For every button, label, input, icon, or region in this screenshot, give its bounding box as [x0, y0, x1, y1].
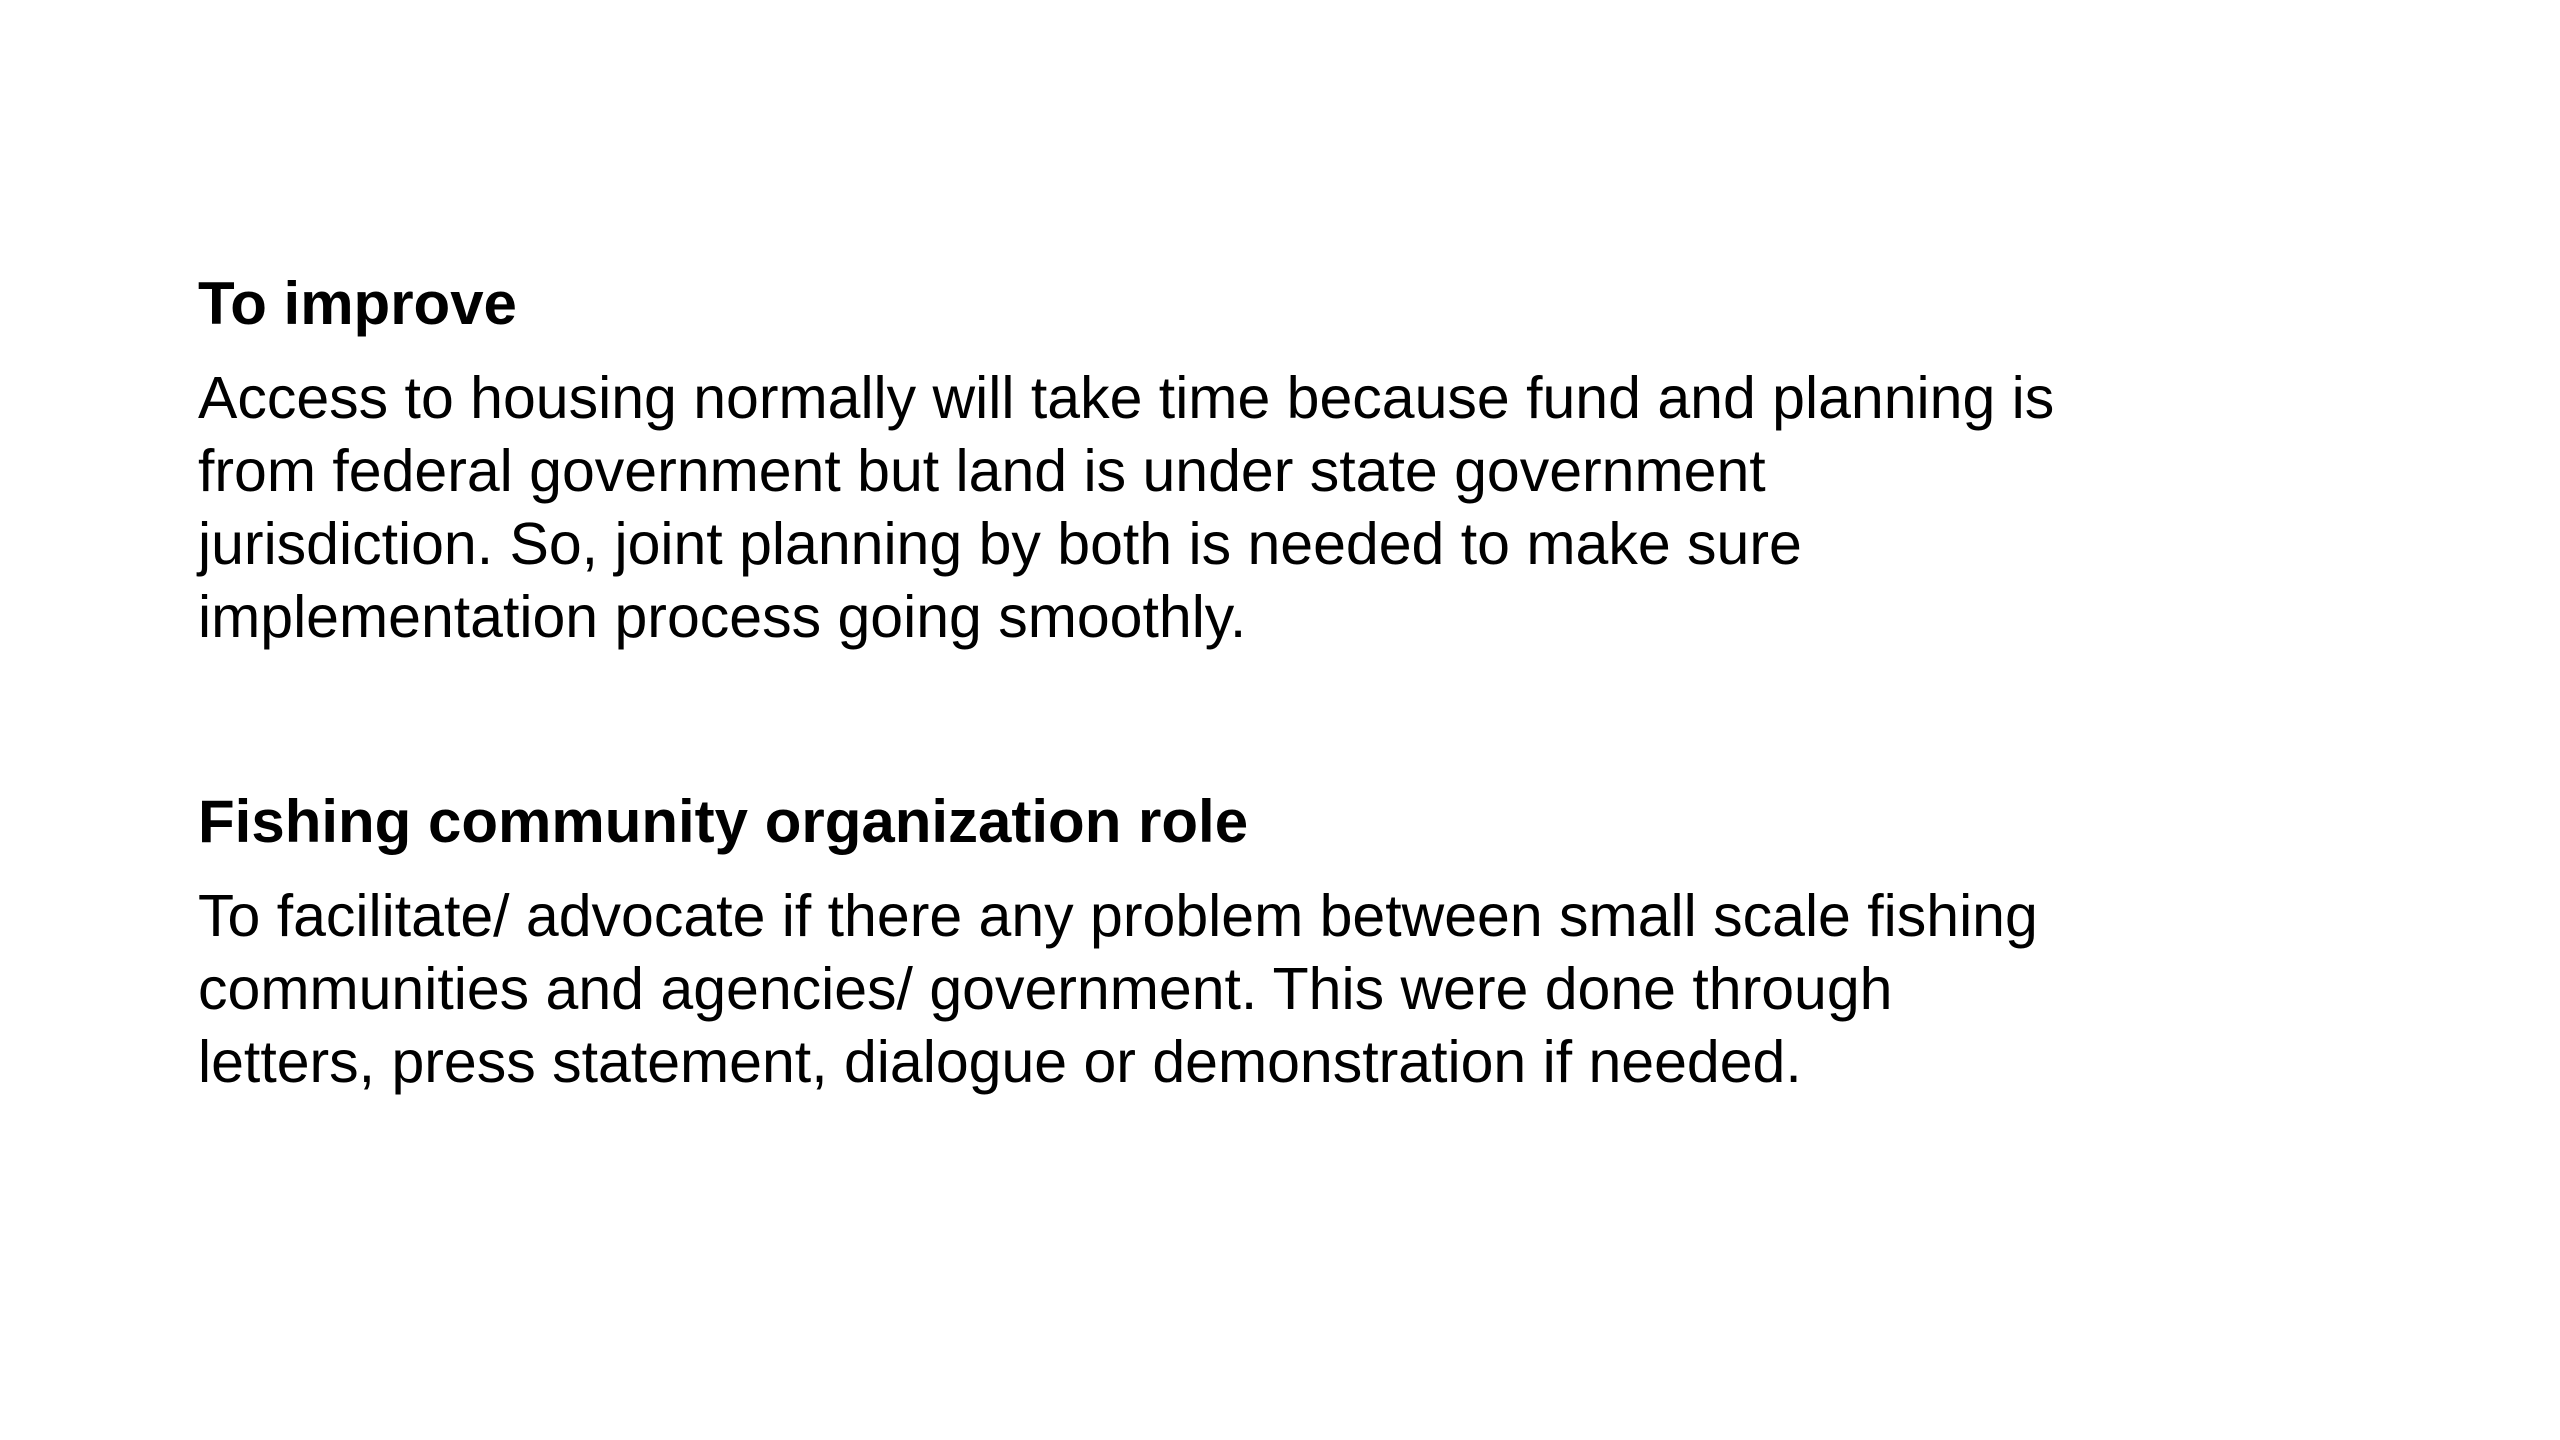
body-line: jurisdiction. So, joint planning by both is needed to make sure: [198, 511, 1802, 577]
body-line: implementation process going smoothly.: [198, 584, 1247, 650]
body-line: To facilitate/ advocate if there any problem between small scale fishing: [198, 883, 2038, 949]
section-body: [198, 880, 2398, 1099]
slide-content: [198, 268, 2398, 1099]
section-to-improve: [198, 268, 2398, 654]
body-line: communities and agencies/ government. This were done through: [198, 956, 1893, 1022]
section-heading: To improve: [198, 270, 517, 337]
section-body: [198, 362, 2398, 654]
body-line: Access to housing normally will take time because fund and planning is: [198, 365, 2055, 431]
section-fishing-community-role: [198, 786, 2398, 1099]
body-line: letters, press statement, dialogue or demonstration if needed.: [198, 1029, 1802, 1095]
section-heading: Fishing community organization role: [198, 788, 1249, 855]
body-line: from federal government but land is under state government: [198, 438, 1766, 504]
